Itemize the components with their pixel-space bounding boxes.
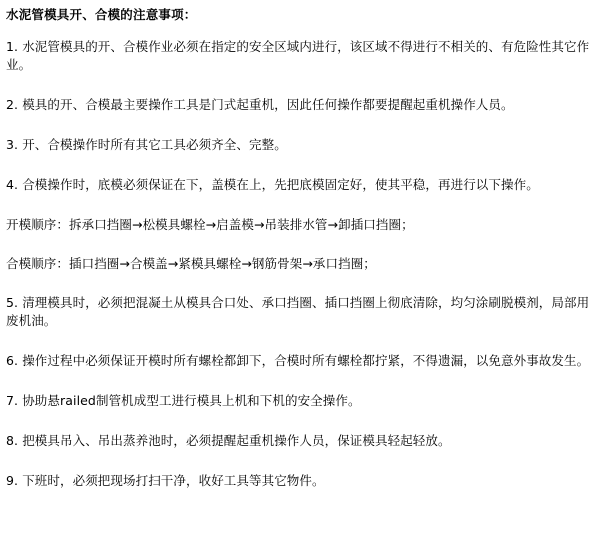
paragraph-1: 1. 水泥管模具的开、合模作业必须在指定的安全区域内进行，该区域不得进行不相关的、有危险性其它作业。: [6, 39, 590, 72]
paragraph-3: 3. 开、合模操作时所有其它工具必须齐全、完整。: [6, 137, 287, 152]
paragraph-6: 6. 操作过程中必须保证开模时所有螺栓都卸下，合模时所有螺栓都拧紧，不得遗漏，以免意外事故发生。: [6, 353, 590, 368]
paragraph-2: 2. 模具的开、合模最主要操作工具是门式起重机，因此任何操作都要提醒起重机操作人员。: [6, 97, 514, 112]
paragraph-9: 9. 下班时，必须把现场打扫干净，收好工具等其它物件。: [6, 473, 325, 488]
open-mold-sequence: 开模顺序：拆承口挡圈→松模具螺栓→启盖模→吊装排水管→卸插口挡圈；: [6, 217, 414, 232]
paragraph-5: 5. 清理模具时，必须把混凝土从模具合口处、承口挡圈、插口挡圈上彻底清除，均匀涂刷脱模剂，局部用废机油。: [6, 295, 590, 328]
close-mold-sequence: 合模顺序：插口挡圈→合模盖→紧模具螺栓→钢筋骨架→承口挡圈；: [6, 256, 376, 271]
paragraph-8: 8. 把模具吊入、吊出蒸养池时，必须提醒起重机操作人员，保证模具轻起轻放。: [6, 433, 451, 448]
paragraph-7: 7. 协助悬railed制管机成型工进行模具上机和下机的安全操作。: [6, 393, 361, 408]
page-title: 水泥管模具开、合模的注意事项：: [6, 7, 197, 22]
paragraph-4: 4. 合模操作时，底模必须保证在下，盖模在上，先把底模固定好，使其平稳，再进行以下操作。: [6, 177, 539, 192]
